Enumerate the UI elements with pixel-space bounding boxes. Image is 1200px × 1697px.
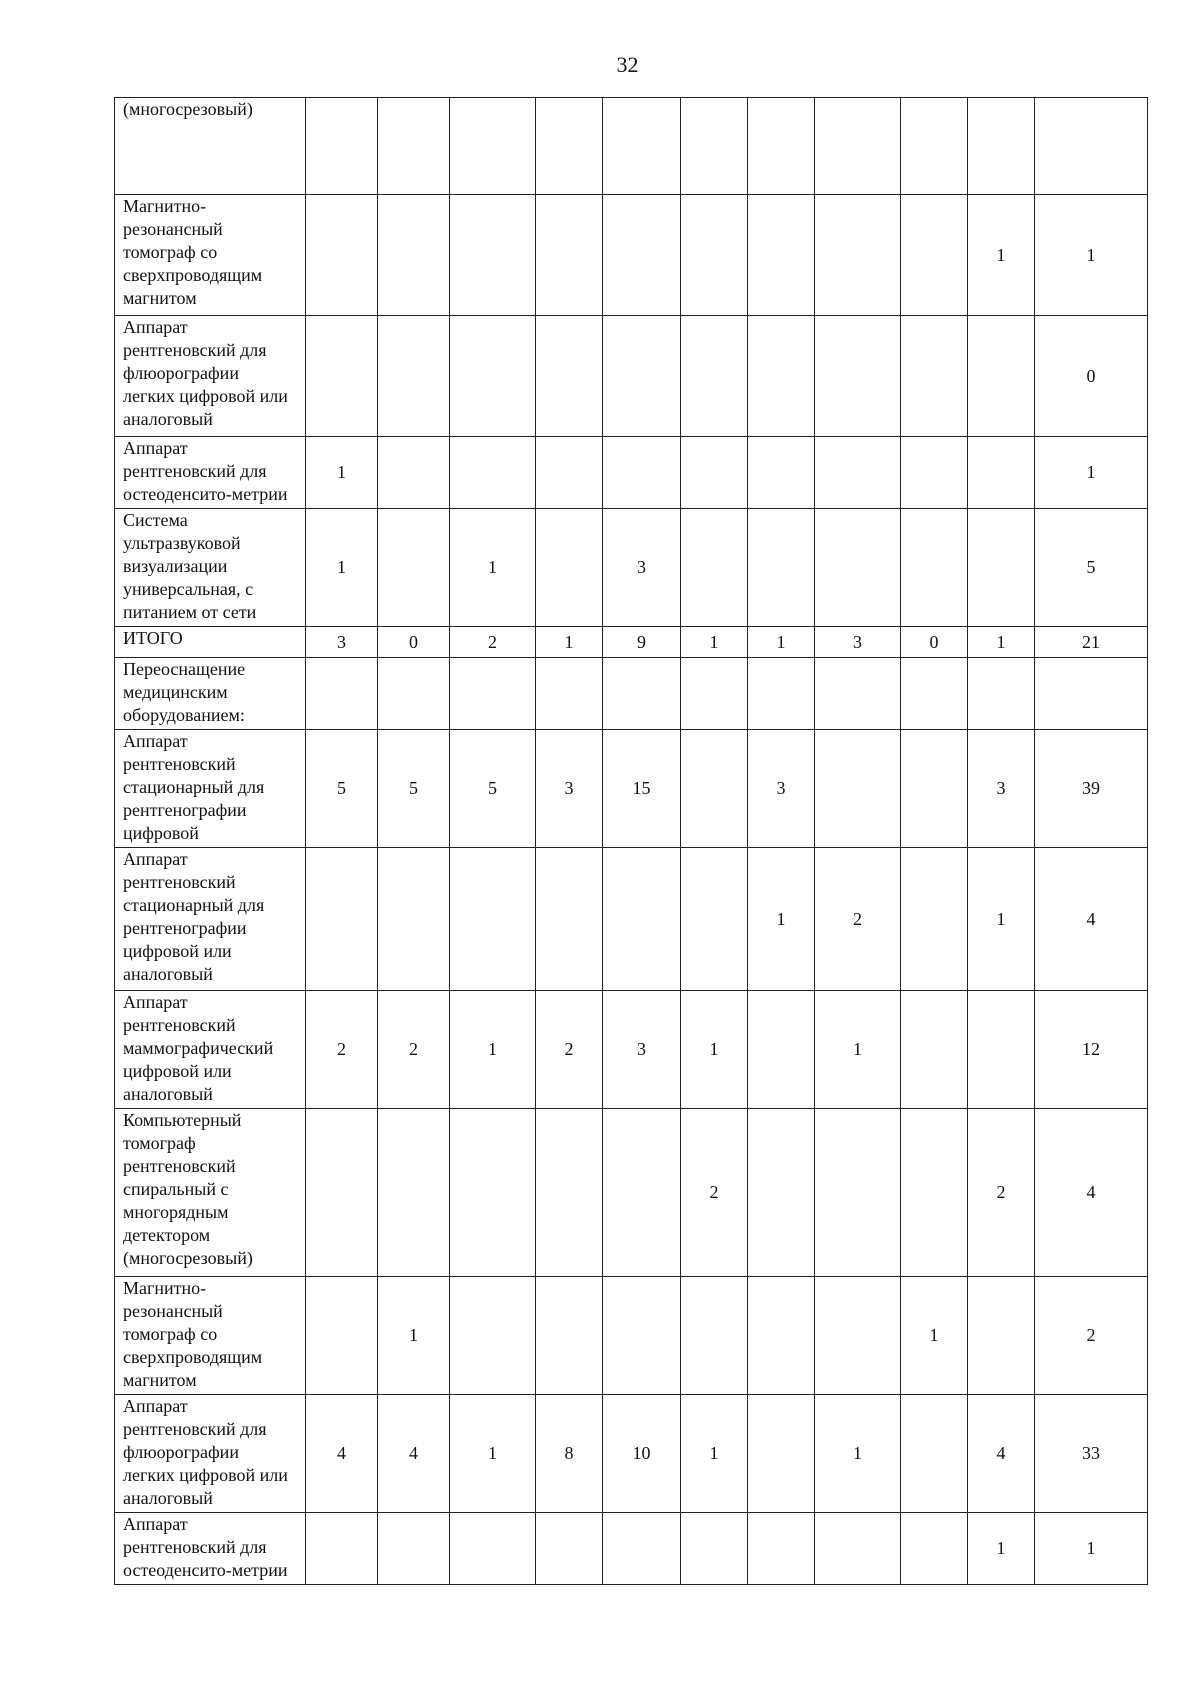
value-cell [901,509,968,627]
value-cell: 5 [378,730,450,848]
row-label: Система ультразвуковой визуализации универсальная, с питанием от сети [115,509,306,627]
value-cell [536,658,603,730]
value-cell [536,98,603,195]
value-cell: 3 [306,627,378,658]
value-cell: 9 [603,627,681,658]
row-label: (многосрезовый) [115,98,306,195]
row-label: ИТОГО [115,627,306,658]
value-cell [306,1277,378,1395]
value-cell [306,658,378,730]
value-cell: 2 [815,848,901,991]
total-cell: 5 [1035,509,1148,627]
table-row [115,1513,1148,1585]
value-cell [536,437,603,509]
table-row [115,991,1148,1109]
value-cell [901,1513,968,1585]
value-cell: 15 [603,730,681,848]
value-cell [748,195,815,316]
value-cell [748,98,815,195]
value-cell: 3 [603,991,681,1109]
value-cell [901,1109,968,1277]
total-cell [1035,658,1148,730]
value-cell [901,98,968,195]
value-cell [815,195,901,316]
value-cell [603,1277,681,1395]
value-cell [603,848,681,991]
value-cell [681,98,748,195]
value-cell: 4 [306,1395,378,1513]
value-cell: 1 [681,991,748,1109]
value-cell: 10 [603,1395,681,1513]
equipment-table-body [115,98,1148,1585]
row-label: Аппарат рентгеновский для флюорографии легких цифровой или аналоговый [115,1395,306,1513]
value-cell [603,1109,681,1277]
value-cell: 2 [378,991,450,1109]
table-row [115,848,1148,991]
value-cell: 5 [450,730,536,848]
value-cell [450,848,536,991]
row-label: Аппарат рентгеновский стационарный для рентгенографии цифровой или аналоговый [115,848,306,991]
value-cell [536,1109,603,1277]
value-cell: 8 [536,1395,603,1513]
equipment-table [114,97,1148,1585]
value-cell: 1 [968,1513,1035,1585]
table-row [115,437,1148,509]
value-cell: 3 [603,509,681,627]
value-cell [681,195,748,316]
value-cell: 1 [968,195,1035,316]
value-cell: 1 [968,848,1035,991]
value-cell [748,991,815,1109]
total-cell: 21 [1035,627,1148,658]
value-cell [968,991,1035,1109]
value-cell [378,658,450,730]
row-label: Аппарат рентгеновский для остеоденсито-метрии [115,437,306,509]
value-cell: 0 [378,627,450,658]
total-cell: 0 [1035,316,1148,437]
value-cell [306,1109,378,1277]
value-cell: 3 [536,730,603,848]
value-cell [378,509,450,627]
value-cell [378,195,450,316]
value-cell [378,98,450,195]
value-cell [450,658,536,730]
table-row [115,98,1148,195]
value-cell [681,509,748,627]
total-cell: 4 [1035,1109,1148,1277]
value-cell [378,437,450,509]
value-cell [901,658,968,730]
value-cell [748,658,815,730]
value-cell: 1 [306,509,378,627]
value-cell: 1 [815,991,901,1109]
value-cell: 1 [536,627,603,658]
value-cell [815,1513,901,1585]
value-cell [748,1109,815,1277]
value-cell: 1 [748,848,815,991]
row-label: Магнитно- резонансный томограф со сверхпроводящим магнитом [115,195,306,316]
value-cell [536,1277,603,1395]
value-cell [901,1395,968,1513]
value-cell [748,437,815,509]
value-cell [901,316,968,437]
value-cell [450,195,536,316]
value-cell [536,509,603,627]
value-cell [378,1109,450,1277]
value-cell [901,991,968,1109]
value-cell [968,437,1035,509]
value-cell: 2 [306,991,378,1109]
row-label: Аппарат рентгеновский для флюорографии легких цифровой или аналоговый [115,316,306,437]
value-cell: 2 [536,991,603,1109]
value-cell [748,1513,815,1585]
value-cell [815,509,901,627]
value-cell [536,195,603,316]
value-cell [306,195,378,316]
value-cell [748,316,815,437]
row-label: Компьютерный томограф рентгеновский спиральный с многорядным детектором (многосрезовый) [115,1109,306,1277]
value-cell: 5 [306,730,378,848]
value-cell [901,730,968,848]
value-cell [681,1513,748,1585]
table-row [115,1109,1148,1277]
value-cell [968,316,1035,437]
row-label: Аппарат рентгеновский маммографический цифровой или аналоговый [115,991,306,1109]
value-cell [681,730,748,848]
value-cell [450,316,536,437]
value-cell [306,1513,378,1585]
value-cell [748,509,815,627]
table-row [115,658,1148,730]
value-cell [378,848,450,991]
value-cell [450,1277,536,1395]
value-cell: 1 [901,1277,968,1395]
value-cell: 3 [968,730,1035,848]
value-cell [901,437,968,509]
value-cell [603,316,681,437]
total-cell: 1 [1035,195,1148,316]
value-cell [681,1277,748,1395]
value-cell: 1 [450,991,536,1109]
value-cell [450,98,536,195]
value-cell [815,437,901,509]
table-row [115,195,1148,316]
value-cell [306,848,378,991]
value-cell: 4 [378,1395,450,1513]
value-cell: 1 [681,627,748,658]
row-label: Аппарат рентгеновский стационарный для рентгенографии цифровой [115,730,306,848]
value-cell: 2 [681,1109,748,1277]
value-cell: 1 [815,1395,901,1513]
value-cell [603,658,681,730]
value-cell [968,509,1035,627]
table-row [115,627,1148,658]
value-cell: 1 [681,1395,748,1513]
total-cell: 1 [1035,1513,1148,1585]
value-cell [815,98,901,195]
total-cell: 39 [1035,730,1148,848]
value-cell [306,98,378,195]
value-cell [450,437,536,509]
value-cell [378,316,450,437]
total-cell: 4 [1035,848,1148,991]
value-cell: 2 [968,1109,1035,1277]
value-cell [450,1513,536,1585]
value-cell [815,730,901,848]
value-cell [815,316,901,437]
value-cell: 0 [901,627,968,658]
table-row [115,1277,1148,1395]
table-row [115,316,1148,437]
table-row [115,730,1148,848]
table-row [115,1395,1148,1513]
value-cell [748,1395,815,1513]
value-cell: 3 [815,627,901,658]
value-cell [378,1513,450,1585]
value-cell: 1 [306,437,378,509]
value-cell [603,195,681,316]
value-cell [968,1277,1035,1395]
value-cell: 1 [968,627,1035,658]
row-label: Аппарат рентгеновский для остеоденсито-метрии [115,1513,306,1585]
value-cell: 3 [748,730,815,848]
table-row [115,509,1148,627]
value-cell [306,316,378,437]
total-cell [1035,98,1148,195]
total-cell: 33 [1035,1395,1148,1513]
value-cell [968,658,1035,730]
value-cell [901,195,968,316]
value-cell [901,848,968,991]
value-cell [603,1513,681,1585]
value-cell: 1 [748,627,815,658]
value-cell [681,437,748,509]
value-cell [968,98,1035,195]
value-cell: 1 [450,1395,536,1513]
total-cell: 1 [1035,437,1148,509]
value-cell [603,98,681,195]
value-cell [815,1109,901,1277]
value-cell: 1 [450,509,536,627]
page-number: 32 [616,52,639,77]
total-cell: 2 [1035,1277,1148,1395]
value-cell [681,658,748,730]
value-cell [536,848,603,991]
row-label: Магнитно- резонансный томограф со сверхпроводящим магнитом [115,1277,306,1395]
value-cell: 2 [450,627,536,658]
value-cell [603,437,681,509]
value-cell [450,1109,536,1277]
value-cell [536,316,603,437]
value-cell [815,658,901,730]
value-cell [681,848,748,991]
value-cell [536,1513,603,1585]
total-cell: 12 [1035,991,1148,1109]
value-cell [815,1277,901,1395]
value-cell: 4 [968,1395,1035,1513]
value-cell [681,316,748,437]
value-cell: 1 [378,1277,450,1395]
row-label: Переоснащение медицинским оборудованием: [115,658,306,730]
value-cell [748,1277,815,1395]
